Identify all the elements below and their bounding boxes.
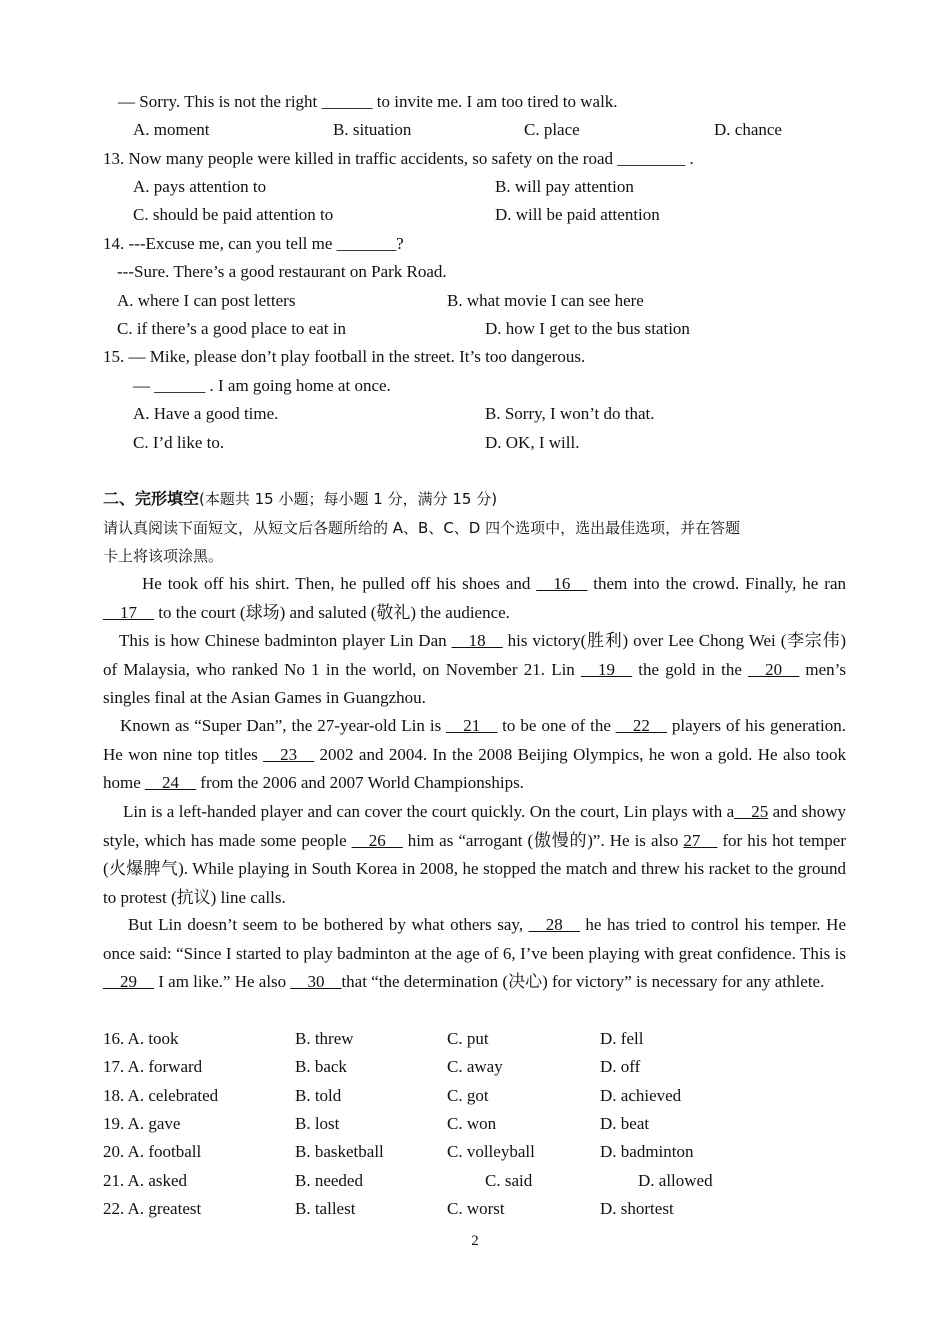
q14-option-c: C. if there’s a good place to eat in (117, 319, 346, 338)
passage-paragraph-4: Lin is a left-handed player and can cover the court quickly. On the court, Lin plays with a__25 and showy style, which has made some people __26__ him as “arrogant (傲慢的)”. He is also 27__ for his hot temper (火爆脾气). While playing in South Korea in 2008, he stopped the match and threw his racket to the ground to protest (抗议) line calls. (103, 802, 847, 907)
q13-option-c: C. should be paid attention to (133, 205, 334, 224)
q14-option-a: A. where I can post letters (117, 291, 296, 310)
passage-paragraph-2: This is how Chinese badminton player Lin Dan __18__ his victory(胜利) over Lee Chong Wei (李宗伟) of Malaysia, who ranked No 1 in the world, on November 21. Lin __19__ the gold in the __20__ men’s singles final at the Asian Games in Guangzhou. (103, 631, 847, 707)
q13-option-d: D. will be paid attention (495, 205, 660, 224)
blank-30: __30__ (290, 972, 342, 991)
blank-24: __24__ (145, 773, 197, 792)
option-row-18-b: B. told (295, 1086, 342, 1105)
option-row-20-b: B. basketball (295, 1142, 384, 1161)
option-row-22-d: D. shortest (600, 1199, 674, 1218)
passage-paragraph-3: Known as “Super Dan”, the 27-year-old Lin is __21__ to be one of the __22__ players of his generation. He won nine top titles __23__ 2002 and 2004. In the 2008 Beijing Olympics, he won a gold. He also took home __24__ from the 2006 and 2007 World Championships. (103, 716, 846, 792)
blank-25: __25 (734, 802, 769, 821)
section-title: 二、完形填空 (103, 489, 200, 508)
option-row-17-c: C. away (447, 1057, 503, 1076)
option-row-17-a: 17. A. forward (103, 1057, 203, 1076)
q15-reply: — ______ . I am going home at once. (133, 376, 391, 395)
q13-stem: 13. Now many people were killed in traffic accidents, so safety on the road ________ . (103, 149, 694, 168)
section-heading (103, 488, 497, 510)
blank-29: __29__ (103, 972, 154, 991)
instruction-line-2: 卡上将该项涂黑。 (103, 547, 224, 565)
section-note: (本题共 15 小题；每小题 1 分，满分 15 分) (199, 490, 498, 508)
option-row-16-c: C. put (447, 1029, 489, 1048)
q15-option-b: B. Sorry, I won’t do that. (485, 404, 655, 423)
q12-stem: — Sorry. This is not the right ______ to invite me. I am too tired to walk. (118, 92, 618, 111)
blank-27: 27__ (683, 830, 718, 850)
option-row-16-d: D. fell (600, 1029, 644, 1048)
option-row-19-d: D. beat (600, 1114, 650, 1133)
option-row-18-c: C. got (447, 1086, 489, 1105)
option-row-17-b: B. back (295, 1057, 347, 1076)
instruction-line-1: 请认真阅读下面短文，从短文后各题所给的 A、B、C、D 四个选项中，选出最佳选项，并在答题 (103, 519, 741, 537)
q13-option-a: A. pays attention to (133, 177, 267, 196)
q14-option-d: D. how I get to the bus station (485, 319, 690, 338)
option-row-16-a: 16. A. took (103, 1029, 179, 1048)
option-row-22-a: 22. A. greatest (103, 1199, 202, 1218)
blank-26: __26__ (351, 830, 403, 850)
blank-18: __18__ (451, 631, 503, 650)
blank-17: __17__ (103, 602, 154, 622)
q12-option-c: C. place (524, 120, 580, 139)
option-row-18-a: 18. A. celebrated (103, 1086, 219, 1105)
option-row-21-a: 21. A. asked (103, 1171, 188, 1190)
option-row-22-b: B. tallest (295, 1199, 356, 1218)
blank-16: __16__ (536, 574, 588, 593)
option-row-19-b: B. lost (295, 1114, 340, 1133)
q13-option-b: B. will pay attention (495, 177, 634, 196)
blank-19: __19__ (581, 659, 633, 679)
page-number: 2 (471, 1233, 479, 1249)
option-row-20-c: C. volleyball (447, 1142, 535, 1161)
q12-option-d: D. chance (714, 120, 782, 139)
q15-option-a: A. Have a good time. (133, 404, 279, 423)
q15-stem: 15. — Mike, please don’t play football in the street. It’s too dangerous. (103, 347, 586, 366)
option-row-19-c: C. won (447, 1114, 497, 1133)
passage-paragraph-1: He took off his shirt. Then, he pulled off his shoes and __16__ them into the crowd. Finally, he ran __17__ to the court (球场) and saluted (敬礼) the audience. (103, 574, 846, 622)
option-row-20-a: 20. A. football (103, 1142, 202, 1161)
option-row-21-b: B. needed (295, 1171, 363, 1190)
q15-option-c: C. I’d like to. (133, 433, 225, 452)
q14-reply: ---Sure. There’s a good restaurant on Park Road. (117, 262, 447, 281)
blank-21: __21__ (446, 716, 498, 735)
blank-23: __23__ (263, 744, 315, 764)
option-row-18-d: D. achieved (600, 1086, 682, 1105)
option-row-21-d: D. allowed (638, 1171, 713, 1190)
q12-option-a: A. moment (133, 120, 210, 139)
option-row-17-d: D. off (600, 1057, 641, 1076)
q14-option-b: B. what movie I can see here (447, 291, 644, 310)
blank-28: __28__ (528, 915, 580, 934)
passage-paragraph-5: But Lin doesn’t seem to be bothered by what others say, __28__ he has tried to control his temper. He once said: “Since I started to play badminton at the age of 6, I’ve been playing with great confidence. This is __29__ I am like.” He also __30__that “the determination (决心) for victory” is necessary for any athlete. (103, 915, 846, 991)
option-row-20-d: D. badminton (600, 1142, 694, 1161)
option-row-19-a: 19. A. gave (103, 1114, 181, 1133)
q14-stem: 14. ---Excuse me, can you tell me _______? (103, 234, 404, 253)
q15-option-d: D. OK, I will. (485, 433, 580, 452)
q12-option-b: B. situation (333, 120, 412, 139)
option-row-16-b: B. threw (295, 1029, 354, 1048)
blank-20: __20__ (748, 659, 800, 679)
option-row-21-c: C. said (485, 1171, 533, 1190)
blank-22: __22__ (615, 716, 667, 735)
option-row-22-c: C. worst (447, 1199, 505, 1218)
